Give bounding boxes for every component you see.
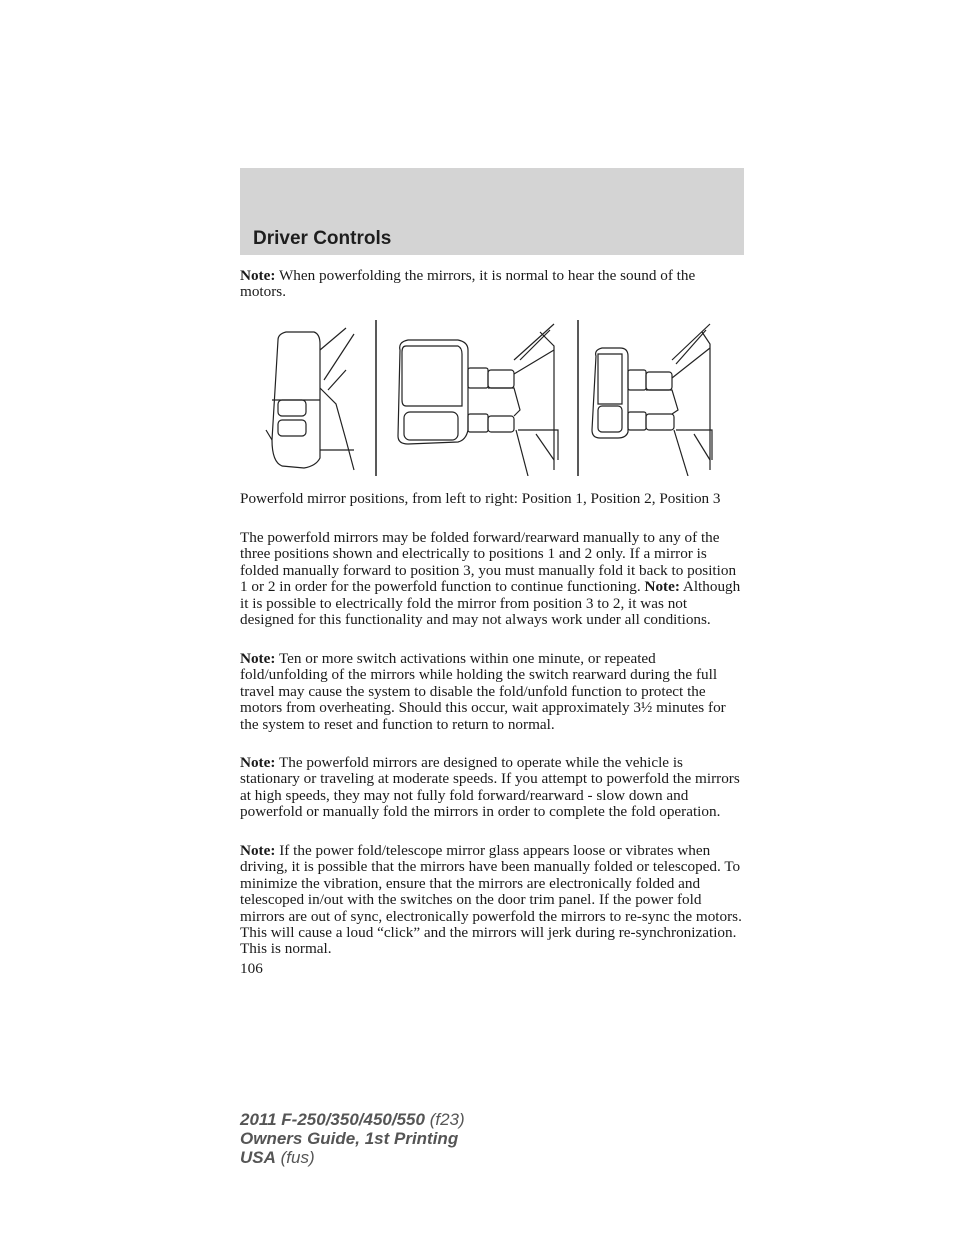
- note-text: If the power fold/telescope mirror glass appears loose or vibrates when driving, it is possible that the mirrors have been manually folded or telescoped. To minimize the vibration, ensure that the mirrors are electronically folded and telescoped in/out with the switches on the door trim panel. If the power fold mirrors are out of sync, electronically powerfold the mirrors to re-sync the motors. This will cause a loud “click” and the mirrors will jerk during re-synchronization. This is normal.: [240, 842, 742, 958]
- mirror-position-2-drawing: [398, 324, 558, 476]
- paragraph-folding-positions: [240, 530, 744, 628]
- note-label: Note:: [240, 842, 276, 859]
- intro-note: [240, 268, 744, 301]
- footer-model-code: (f23): [429, 1110, 465, 1129]
- note-overheating: [240, 651, 744, 733]
- note-text: The powerfold mirrors are designed to operate while the vehicle is stationary or traveling at moderate speeds. If you attempt to powerfold the mirrors at high speeds, they may not fully fold forward/rearward - slow down and powerfold or manually fold the mirrors in order to complete the fold operation.: [240, 754, 740, 821]
- note-vibration: [240, 843, 744, 958]
- section-title: Driver Controls: [253, 228, 392, 249]
- note-text: Although it is possible to electrically fold the mirror from position 3 to 2, it was not designed for this functionality and may not always work under all conditions.: [240, 578, 741, 629]
- note-label: Note:: [240, 650, 276, 667]
- note-label: Note:: [240, 267, 276, 284]
- note-text: Ten or more switch activations within one minute, or repeated fold/unfolding of the mirrors while holding the switch rearward during the full travel may cause the system to disable the fold/unfold function to protect the motors from overheating. Should this occur, wait approximately 3½ minutes for the system to reset and function to return to normal.: [240, 650, 726, 733]
- note-label: Note:: [240, 754, 276, 771]
- mirror-position-1-drawing: [266, 328, 354, 470]
- note-label: Note:: [644, 578, 680, 596]
- footer-guide: Owners Guide, 1st Printing: [240, 1129, 459, 1148]
- document-footer: [240, 1110, 465, 1167]
- paragraph-text: The powerfold mirrors may be folded forward/rearward manually to any of the three positions shown and electrically to positions 1 and 2 only. If a mirror is folded manually forward to position 3, you must manually fold it back to position 1 or 2 in order for the powerfold function to continue functioning.: [240, 529, 737, 596]
- powerfold-mirror-illustration: [258, 320, 714, 476]
- footer-model: 2011 F-250/350/450/550: [240, 1110, 425, 1129]
- figure-caption: Powerfold mirror positions, from left to right: Position 1, Position 2, Position 3: [240, 490, 721, 507]
- footer-region: USA: [240, 1148, 276, 1167]
- note-text: When powerfolding the mirrors, it is normal to hear the sound of the motors.: [240, 267, 696, 301]
- note-speed: [240, 755, 744, 821]
- footer-region-code: (fus): [280, 1148, 315, 1167]
- mirror-position-3-drawing: [592, 324, 712, 476]
- page-number: 106: [240, 960, 263, 977]
